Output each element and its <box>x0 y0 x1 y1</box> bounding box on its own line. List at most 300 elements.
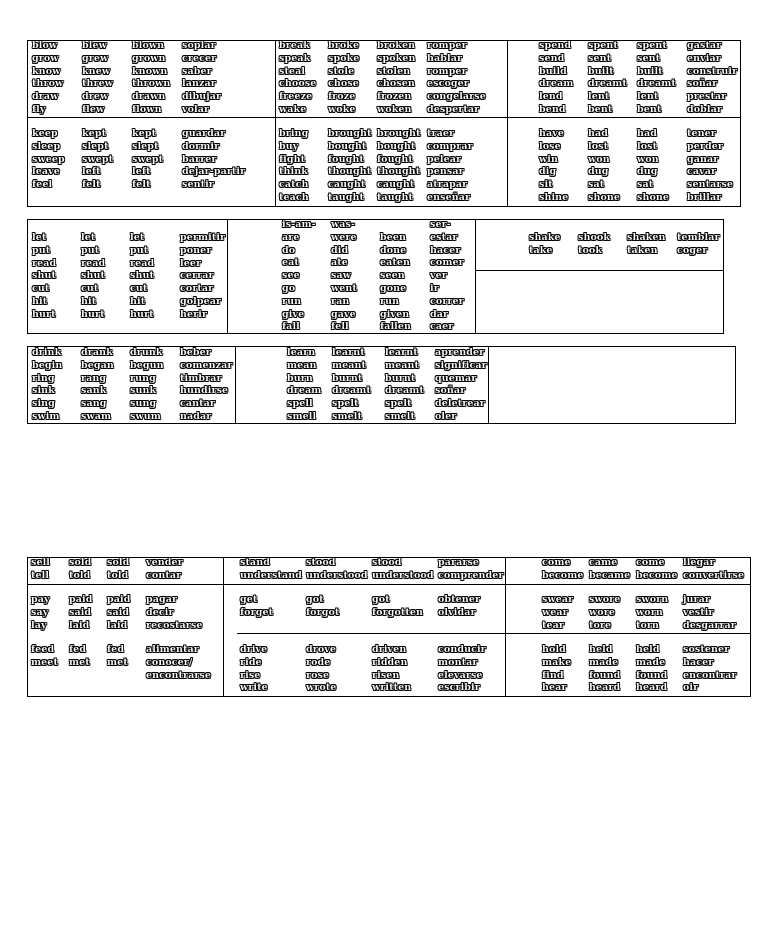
table-4-divider <box>27 584 751 585</box>
base-form: ride <box>240 656 262 668</box>
spanish-meaning: congelarse <box>427 91 486 103</box>
verb-row <box>279 53 497 66</box>
past-participle: sold <box>107 557 130 568</box>
past-simple: dreamt <box>332 385 371 397</box>
past-participle: caught <box>377 179 415 191</box>
verb-row <box>32 360 240 373</box>
spanish-meaning: olvidar <box>438 606 476 618</box>
spanish-meaning: comer <box>430 257 464 269</box>
past-participle: grown <box>132 52 166 64</box>
spanish-meaning: coger <box>677 244 708 256</box>
spanish-meaning: gastar <box>687 40 722 51</box>
verb-row <box>279 104 497 117</box>
verb-row <box>240 607 508 620</box>
past-participle: met <box>107 656 128 668</box>
verb-row <box>539 192 757 205</box>
spanish-meaning: atrapar <box>427 179 468 191</box>
base-form: cut <box>32 283 50 295</box>
base-form: is-am- <box>282 219 316 230</box>
verb-row <box>282 309 490 322</box>
spanish-meaning: desgarrar <box>683 619 736 631</box>
verb-row <box>279 91 497 104</box>
spanish-meaning: tener <box>687 128 716 139</box>
verb-row <box>32 166 262 179</box>
past-participle: said <box>107 606 130 618</box>
past-participle: eaten <box>380 257 411 269</box>
verb-row <box>279 78 497 91</box>
past-simple: brought <box>328 128 372 139</box>
spanish-meaning: beber <box>180 347 211 358</box>
past-simple: won <box>588 153 610 165</box>
past-simple: felt <box>82 179 101 191</box>
verb-row <box>539 66 757 79</box>
spanish-meaning: vestir <box>683 606 714 618</box>
verb-row <box>240 594 508 607</box>
spanish-meaning: despertar <box>427 103 480 115</box>
past-participle: stood <box>372 557 402 568</box>
verb-row <box>287 398 495 411</box>
verb-row <box>279 192 497 205</box>
past-participle: shone <box>637 191 670 203</box>
past-simple: slept <box>82 140 109 152</box>
verb-row <box>282 321 490 334</box>
spanish-meaning: soñar <box>435 385 466 397</box>
spanish-meaning: hacer <box>430 244 461 256</box>
past-participle: drunk <box>130 347 163 358</box>
spanish-meaning: enseñar <box>427 191 471 203</box>
past-participle: held <box>636 644 660 655</box>
base-form: shake <box>529 232 561 243</box>
verb-row <box>287 385 495 398</box>
spanish-meaning: leer <box>180 257 202 269</box>
spanish-meaning: soplar <box>182 40 216 51</box>
past-participle: written <box>372 682 412 694</box>
base-form: see <box>282 270 300 282</box>
verb-group <box>240 644 508 695</box>
past-participle: hurt <box>130 308 154 320</box>
past-simple: fought <box>328 153 364 165</box>
past-participle <box>107 670 146 683</box>
base-form: stand <box>240 557 270 568</box>
verb-row <box>240 557 508 570</box>
base-form: drink <box>32 347 62 358</box>
past-participle: read <box>130 257 155 269</box>
past-participle: frozen <box>377 91 412 103</box>
spanish-meaning: soñar <box>687 78 718 90</box>
past-simple: spent <box>588 40 618 51</box>
past-simple: held <box>589 644 613 655</box>
spanish-meaning: poner <box>180 244 212 256</box>
past-participle: sung <box>130 398 157 410</box>
past-simple: swore <box>589 594 621 605</box>
past-simple: met <box>69 656 90 668</box>
base-form: blow <box>32 40 58 51</box>
verb-row <box>287 373 495 386</box>
past-simple: saw <box>331 270 351 282</box>
verb-row <box>32 411 240 424</box>
past-simple: took <box>578 244 603 256</box>
past-simple: swept <box>82 153 114 165</box>
past-participle: shut <box>130 270 154 282</box>
base-form: draw <box>32 91 59 103</box>
past-participle: bought <box>377 140 416 152</box>
spanish-meaning: lanzar <box>182 78 216 90</box>
past-simple: sang <box>81 398 107 410</box>
verb-row <box>282 257 490 270</box>
past-participle: chosen <box>377 78 415 90</box>
base-form: break <box>279 40 310 51</box>
past-simple: burnt <box>332 372 363 384</box>
past-simple: went <box>331 282 357 294</box>
verb-row <box>32 347 240 360</box>
base-form: send <box>539 52 565 64</box>
past-participle: torn <box>636 619 660 631</box>
past-simple: froze <box>328 91 356 103</box>
verb-row <box>32 91 262 104</box>
base-form: have <box>539 128 565 139</box>
verb-group <box>539 128 757 205</box>
verb-row <box>542 657 743 670</box>
verb-group <box>32 128 262 192</box>
past-simple: spelt <box>332 398 359 410</box>
past-participle: cut <box>130 283 148 295</box>
past-simple: broke <box>328 40 360 51</box>
past-simple: drove <box>306 644 337 655</box>
spanish-meaning: cantar <box>180 398 215 410</box>
verb-row <box>287 347 495 360</box>
verb-row <box>542 682 743 695</box>
past-participle: burnt <box>385 372 416 384</box>
past-simple: threw <box>82 78 114 90</box>
spanish-meaning: pararse <box>438 557 480 568</box>
verb-row <box>32 258 240 271</box>
base-form: sit <box>539 179 553 191</box>
spanish-meaning: elevarse <box>438 669 483 681</box>
base-form: sink <box>32 385 55 397</box>
table-1-divider <box>275 40 276 207</box>
verb-row <box>32 385 240 398</box>
base-form: dream <box>287 385 322 397</box>
spanish-meaning: aprender <box>435 347 485 358</box>
spanish-meaning: temblar <box>677 232 720 243</box>
spanish-meaning: ser- <box>430 219 451 230</box>
verb-row <box>32 40 262 53</box>
verb-row <box>539 78 757 91</box>
past-simple: put <box>81 244 100 256</box>
spanish-meaning: enviar <box>687 52 721 64</box>
spanish-meaning: dar <box>430 308 449 320</box>
past-simple: smelt <box>332 410 362 422</box>
verb-group <box>529 232 737 258</box>
base-form: sweep <box>32 153 65 165</box>
past-participle: spent <box>637 40 667 51</box>
spanish-meaning: correr <box>430 295 464 307</box>
verb-row <box>31 607 216 620</box>
verb-row <box>279 179 497 192</box>
verb-row <box>31 557 216 570</box>
verb-row <box>32 373 240 386</box>
past-participle: meant <box>385 359 420 371</box>
past-simple: sold <box>69 557 92 568</box>
base-form: grow <box>32 52 59 64</box>
spanish-meaning: vender <box>146 557 183 568</box>
verb-row <box>32 398 240 411</box>
spanish-meaning: dejar-partir <box>182 166 246 178</box>
past-participle: woken <box>377 103 412 115</box>
past-participle: swept <box>132 153 164 165</box>
spanish-meaning: romper <box>427 40 467 51</box>
verb-row <box>240 644 508 657</box>
spanish-meaning: crecer <box>182 52 217 64</box>
past-simple: shone <box>588 191 621 203</box>
base-form: learn <box>287 347 316 358</box>
base-form: dig <box>539 166 557 178</box>
past-participle: seen <box>380 270 405 282</box>
past-simple: hurt <box>81 308 105 320</box>
past-simple: told <box>69 569 91 581</box>
verb-row <box>287 360 495 373</box>
verb-group <box>32 232 240 322</box>
base-form: eat <box>282 257 299 269</box>
base-form: think <box>279 166 308 178</box>
past-participle: hit <box>130 295 146 307</box>
past-simple: wore <box>589 606 615 618</box>
table-4-divider <box>237 633 751 634</box>
base-form: fly <box>32 103 46 115</box>
base-form: catch <box>279 179 309 191</box>
past-participle: brought <box>377 128 421 139</box>
past-participle: taken <box>627 244 658 256</box>
spanish-meaning: obtener <box>438 594 481 605</box>
verb-row <box>539 141 757 154</box>
base-form: sleep <box>32 140 61 152</box>
verb-row <box>32 309 240 322</box>
spanish-meaning: recostarse <box>146 619 203 631</box>
past-simple: read <box>81 257 106 269</box>
base-form: build <box>539 65 567 77</box>
past-simple: got <box>306 594 324 605</box>
spanish-meaning: alimentar <box>146 644 199 655</box>
base-form: hurt <box>32 308 56 320</box>
past-simple: made <box>589 656 619 668</box>
verb-row <box>31 657 216 670</box>
base-form: steal <box>279 65 306 77</box>
verb-group <box>542 594 743 632</box>
spanish-meaning: ver <box>430 270 447 282</box>
past-simple: were <box>331 231 357 243</box>
past-simple: left <box>82 166 101 178</box>
base-form: make <box>542 656 572 668</box>
verb-row <box>539 91 757 104</box>
base-form: speak <box>279 52 311 64</box>
base-form: tear <box>542 619 564 631</box>
past-participle: felt <box>132 179 151 191</box>
base-form: sell <box>31 557 51 568</box>
spanish-meaning: escribir <box>438 682 480 694</box>
past-simple: sank <box>81 385 107 397</box>
past-simple: forgot <box>306 606 340 618</box>
base-form: hold <box>542 644 566 655</box>
base-form: swim <box>32 410 60 422</box>
past-participle: understood <box>372 569 434 581</box>
spanish-meaning: montar <box>438 656 478 668</box>
base-form: pay <box>31 594 50 605</box>
spanish-meaning: sentarse <box>687 179 734 191</box>
verb-row <box>539 154 757 167</box>
spanish-meaning: doblar <box>687 103 722 115</box>
past-participle: given <box>380 308 410 320</box>
spanish-meaning: brillar <box>687 191 722 203</box>
base-form: choose <box>279 78 317 90</box>
past-simple: gave <box>331 308 356 320</box>
verb-row <box>282 232 490 245</box>
past-simple: heard <box>589 682 621 694</box>
spanish-meaning: hundirse <box>180 385 229 397</box>
verb-row <box>279 40 497 53</box>
base-form: lose <box>539 140 561 152</box>
past-simple: kept <box>82 128 107 139</box>
past-participle: bent <box>637 103 662 115</box>
spanish-meaning: cerrar <box>180 270 214 282</box>
past-participle: rung <box>130 372 156 384</box>
verb-row <box>31 594 216 607</box>
base-form: fight <box>279 153 306 165</box>
verb-row <box>240 670 508 683</box>
table-4-divider <box>223 557 224 697</box>
past-participle: built <box>637 65 663 77</box>
past-participle: spoken <box>377 52 416 64</box>
past-simple: cut <box>81 283 99 295</box>
past-simple: ate <box>331 257 348 269</box>
verb-row <box>282 219 490 232</box>
past-simple: tore <box>589 619 612 631</box>
past-simple: did <box>331 244 349 256</box>
verb-row <box>539 53 757 66</box>
verb-row <box>542 670 743 683</box>
past-simple: rode <box>306 656 331 668</box>
past-participle: fallen <box>380 321 412 333</box>
base-form: keep <box>32 128 58 139</box>
spanish-meaning: construir <box>687 65 738 77</box>
verb-row <box>32 296 240 309</box>
past-participle: become <box>636 569 678 581</box>
past-simple: came <box>589 557 618 568</box>
spanish-meaning: permitir <box>180 232 226 243</box>
past-simple: fed <box>69 644 87 655</box>
verb-row <box>279 128 497 141</box>
past-participle: shaken <box>627 232 666 243</box>
base-form: spend <box>539 40 572 51</box>
verb-row <box>529 232 737 245</box>
spanish-meaning: perder <box>687 140 723 152</box>
past-participle <box>380 219 430 232</box>
spanish-meaning: barrer <box>182 153 217 165</box>
verb-row <box>32 78 262 91</box>
base-form: come <box>542 557 571 568</box>
past-participle: blown <box>132 40 165 51</box>
base-form: buy <box>279 140 299 152</box>
verb-group <box>31 594 216 632</box>
verb-row <box>31 620 216 633</box>
verb-row <box>240 682 508 695</box>
past-simple: fell <box>331 321 349 333</box>
verb-group <box>279 128 497 205</box>
past-participle: worn <box>636 606 663 618</box>
past-participle: put <box>130 244 149 256</box>
verb-row <box>31 644 216 657</box>
past-simple: flew <box>82 103 105 115</box>
verb-row <box>31 570 216 583</box>
spanish-meaning: comprender <box>438 569 504 581</box>
verb-group <box>282 219 490 334</box>
past-participle: smelt <box>385 410 415 422</box>
past-simple: shut <box>81 270 105 282</box>
spanish-meaning: llegar <box>683 557 715 568</box>
past-simple: dreamt <box>588 78 627 90</box>
verb-group <box>542 557 743 583</box>
base-form: drive <box>240 644 268 655</box>
past-simple: lent <box>588 91 610 103</box>
table-1-divider <box>507 40 508 207</box>
base-form: leave <box>32 166 60 178</box>
spanish-meaning: conducir <box>438 644 486 655</box>
past-participle: made <box>636 656 666 668</box>
past-participle: spelt <box>385 398 412 410</box>
past-simple: taught <box>328 191 364 203</box>
past-simple: knew <box>82 65 111 77</box>
past-participle: left <box>132 166 151 178</box>
base-form: understand <box>240 569 302 581</box>
past-simple: was- <box>331 219 356 230</box>
verb-group <box>542 644 743 695</box>
base-form: let <box>32 232 47 243</box>
base-form: write <box>240 682 268 694</box>
past-simple: stood <box>306 557 336 568</box>
spanish-meaning: contar <box>146 569 182 581</box>
past-simple: woke <box>328 103 356 115</box>
spanish-meaning: saber <box>182 65 212 77</box>
past-simple: sat <box>588 179 605 191</box>
past-simple: bought <box>328 140 367 152</box>
spanish-meaning: volar <box>182 103 210 115</box>
spanish-meaning: golpear <box>180 295 222 307</box>
spanish-meaning: comprar <box>427 140 473 152</box>
verb-group <box>287 347 495 424</box>
past-participle: risen <box>372 669 400 681</box>
base-form: rise <box>240 669 261 681</box>
verb-row <box>542 644 743 657</box>
past-simple: swam <box>81 410 112 422</box>
verb-row <box>282 245 490 258</box>
verb-row <box>32 66 262 79</box>
verb-row <box>542 607 743 620</box>
past-participle: ridden <box>372 656 408 668</box>
spanish-meaning: guardar <box>182 128 226 139</box>
spanish-meaning: oler <box>435 410 457 422</box>
table-1-divider <box>27 117 741 118</box>
base-form: ring <box>32 372 55 384</box>
base-form: feel <box>32 179 53 191</box>
past-participle: fought <box>377 153 413 165</box>
verb-row <box>31 670 216 683</box>
verb-group <box>32 347 240 424</box>
table-2-divider <box>475 270 724 271</box>
past-participle: driven <box>372 644 407 655</box>
past-simple: built <box>588 65 614 77</box>
base-form: bend <box>539 103 566 115</box>
base-form: shine <box>539 191 569 203</box>
spanish-meaning: pelear <box>427 153 462 165</box>
